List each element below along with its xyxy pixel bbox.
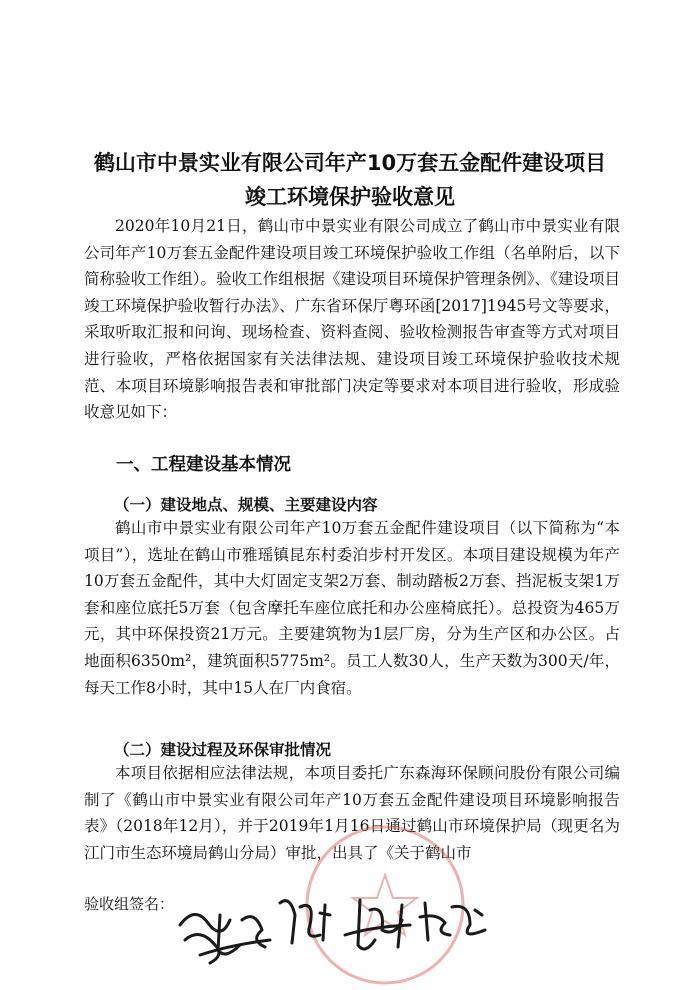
intro-paragraph: 2020年10月21日，鹤山市中景实业有限公司成立了鹤山市中景实业有限公司年产10万套五金配件建设项目竣工环境保护验收工作组（名单附后，以下简称验收工作组）。验收工作组根据《建设项目环境保护管理条例》、《建设项目竣工环境保护验收暂行办法》、广东省环保厅粤环函[2017]1945号文等要求，采取听取汇报和问询、现场检查、资料查阅、验收检测报告审查等方式对项目进行验收，严格依据国家有关法律法规、建设项目竣工环境保护验收技术规范、本项目环境影响报告表和审批部门决定等要求对本项目进行验收，形成验收意见如下： [84, 217, 620, 422]
subsection2-heading: （二）建设过程及环保审批情况 [114, 741, 332, 759]
document-title-line2: 竣工环境保护验收意见 [245, 185, 455, 209]
subsection2-paragraph: 本项目依据相应法律法规，本项目委托广东森海环保顾问股份有限公司编制了《鹤山市中景实业有限公司年产10万套五金配件建设项目环境影响报告表》（2018年12月），并于2019年1月16日通过鹤山市环境保护局（现更名为江门市生态环境局鹤山分局）审批，出具了《关于鹤山市 [84, 764, 620, 862]
handwritten-signatures-icon [170, 885, 500, 975]
signature-label: 验收组签名： [84, 895, 175, 913]
section1-heading: 一、工程建设基本情况 [116, 455, 291, 475]
subsection1-heading: （一）建设地点、规模、主要建设内容 [114, 496, 378, 514]
document-title-line1: 鹤山市中景实业有限公司年产10万套五金配件建设项目 [93, 151, 607, 175]
subsection1-paragraph: 鹤山市中景实业有限公司年产10万套五金配件建设项目（以下简称为“本项目”），选址在鹤山市雅瑶镇昆东村委泊步村开发区。本项目建设规模为年产10万套五金配件，其中大灯固定支架2万套、制动踏板2万套、挡泥板支架1万套和座位底托5万套（包含摩托车座位底托和办公座椅底托）。总投资为465万元，其中环保投资21万元。主要建筑物为1层厂房，分为生产区和办公区。占地面积6350m²，建筑面积5775m²。员工人数30人，生产天数为300天/年，每天工作8小时，其中15人在厂内食宿。 [84, 519, 620, 697]
